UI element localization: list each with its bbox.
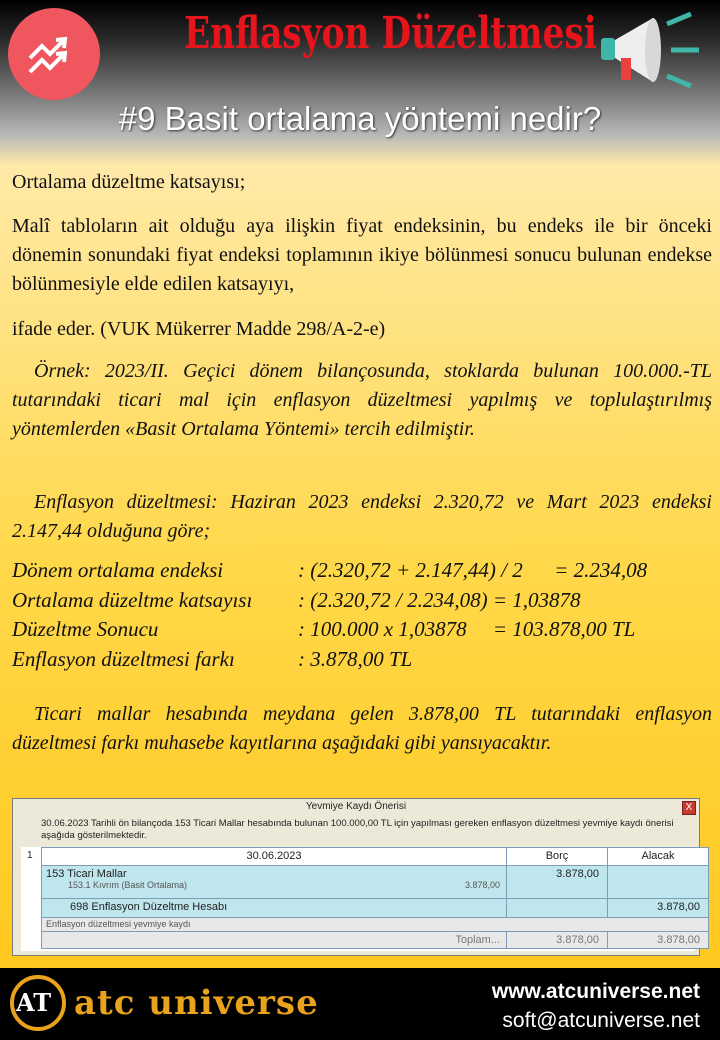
debit-account: 153 Ticari Mallar <box>46 868 127 880</box>
debit-header: Borç <box>506 847 608 866</box>
credit-header: Alacak <box>607 847 709 866</box>
journal-note: 30.06.2023 Tarihli ön bilançoda 153 Ticari Mallar hesabında bulunan 100.000,00 TL için yapılması gereken enflasyon düzeltmesi yevmiye kaydı önerisi aşağıda gösterilmektedir. <box>41 818 674 841</box>
definition-text: Malî tabloların ait olduğu aya ilişkin fiyat endeksinin, bu endeks ile bir önceki dönemin sonundaki fiyat endeksi toplamının ikiye bölünmesi sonucu bulunan endekse bölünmesiyle elde edilen katsayıyı, <box>12 215 712 295</box>
credit-account[interactable]: 698 Enflasyon Düzeltme Hesabı <box>41 898 507 918</box>
trending-up-icon <box>28 36 80 76</box>
legal-reference: ifade eder. (VUK Mükerrer Madde 298/A-2-e) <box>12 318 386 340</box>
journal-window-title: Yevmiye Kaydı Önerisi <box>13 799 699 815</box>
debit-sub-label: 153.1 Kıvrım (Basit Ortalama) <box>68 880 188 890</box>
page-title: Enflasyon Düzeltmesi <box>184 8 597 59</box>
calc-value: : 3.878,00 TL <box>298 646 413 671</box>
journal-description: Enflasyon düzeltmesi yevmiye kaydı <box>41 917 709 932</box>
debit-sub-amount: 3.878,00 <box>464 880 500 890</box>
close-icon[interactable]: X <box>682 801 696 815</box>
email-link[interactable]: soft@atcuniverse.net <box>502 1009 700 1032</box>
calc-label: Enflasyon düzeltmesi farkı <box>12 646 235 671</box>
website-link[interactable]: www.atcuniverse.net <box>491 980 700 1003</box>
total-label: Toplam... <box>41 931 507 949</box>
index-text: Enflasyon düzeltmesi: Haziran 2023 endeksi 2.320,72 ve Mart 2023 endeksi 2.147,44 olduğuna göre; <box>12 491 712 542</box>
calc-label: Ortalama düzeltme katsayısı <box>12 587 253 612</box>
definition-intro: Ortalama düzeltme katsayısı; <box>12 171 246 193</box>
brand-name: atc universe <box>74 983 319 1023</box>
calc-value: : (2.320,72 / 2.234,08) = 1,03878 <box>298 587 581 612</box>
credit-empty-cell[interactable] <box>607 865 709 899</box>
debit-account-cell[interactable] <box>41 865 507 899</box>
trend-badge <box>8 8 100 100</box>
journal-grid <box>21 847 700 951</box>
calc-value: : 100.000 x 1,03878 = 103.878,00 TL <box>298 617 636 641</box>
logo-letters: AT <box>16 988 52 1017</box>
megaphone-icon <box>595 10 710 90</box>
date-header: 30.06.2023 <box>41 847 507 866</box>
debit-empty-cell[interactable] <box>506 898 608 918</box>
credit-amount[interactable]: 3.878,00 <box>607 898 709 918</box>
total-credit: 3.878,00 <box>607 931 709 949</box>
calc-label: Dönem ortalama endeksi <box>12 558 224 582</box>
question-heading: #9 Basit ortalama yöntemi nedir? <box>118 100 602 137</box>
example-text: Örnek: 2023/II. Geçici dönem bilançosunda, stoklarda bulunan 100.000.-TL tutarındaki ticari mal için enflasyon düzeltmesi yapılmış ve toplulaştırılmış yöntemlerden «Basit Ortalama Yöntemi» tercih edilmiştir. <box>12 360 712 440</box>
journal-window <box>12 798 700 956</box>
calc-value: : (2.320,72 + 2.147,44) / 2 = 2.234,08 <box>298 558 648 582</box>
total-debit: 3.878,00 <box>506 931 608 949</box>
row-number: 1 <box>27 850 33 861</box>
debit-subaccount <box>46 880 502 890</box>
calc-label: Düzeltme Sonucu <box>12 617 159 641</box>
debit-amount[interactable]: 3.878,00 <box>506 865 608 899</box>
conclusion-text: Ticari mallar hesabında meydana gelen 3.878,00 TL tutarındaki enflasyon düzeltmesi farkı muhasebe kayıtlarına aşağıdaki gibi yansıyacaktır. <box>12 703 712 754</box>
